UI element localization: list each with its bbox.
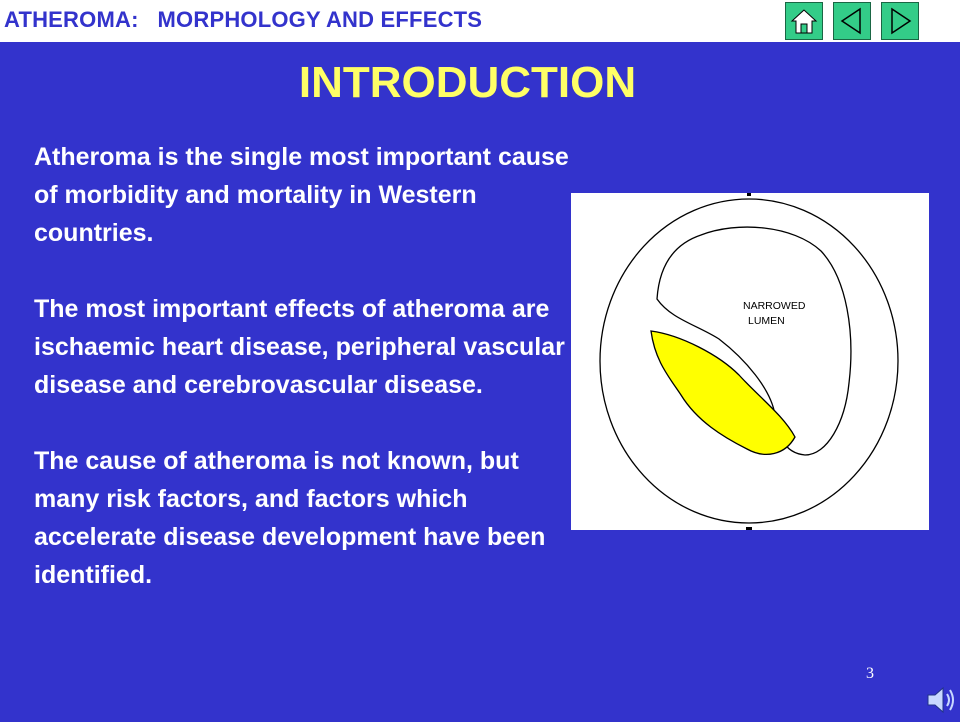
bottom-tick — [746, 527, 752, 530]
triangle-left-icon — [837, 6, 867, 36]
audio-button[interactable] — [924, 683, 958, 717]
next-slide-button[interactable] — [881, 2, 919, 40]
home-button[interactable] — [785, 2, 823, 40]
artery-diagram — [571, 193, 929, 530]
header-bar — [0, 0, 960, 42]
diagram-label-narrowed: NARROWED — [743, 300, 806, 312]
presentation-title: ATHEROMA: MORPHOLOGY AND EFFECTS — [4, 7, 483, 32]
slide-title: INTRODUCTION — [298, 58, 637, 107]
triangle-right-icon — [885, 6, 915, 36]
paragraph-definition: Atheroma is the single most important cause of morbidity and mortality in Western countries. — [34, 143, 569, 247]
artery-cross-section — [571, 193, 929, 530]
previous-slide-button[interactable] — [833, 2, 871, 40]
paragraph-cause: The cause of atheroma is not known, but many risk factors, and factors which accelerate disease development have been identified. — [34, 447, 546, 589]
top-tick — [747, 193, 751, 196]
speaker-icon — [924, 683, 958, 717]
slide-body — [34, 138, 569, 594]
slide-number: 3 — [866, 665, 874, 682]
paragraph-effects: The most important effects of atheroma are ischaemic heart disease, peripheral vascular disease and cerebrovascular disease. — [34, 295, 565, 399]
home-icon — [789, 6, 819, 36]
diagram-label-lumen: LUMEN — [748, 315, 785, 327]
